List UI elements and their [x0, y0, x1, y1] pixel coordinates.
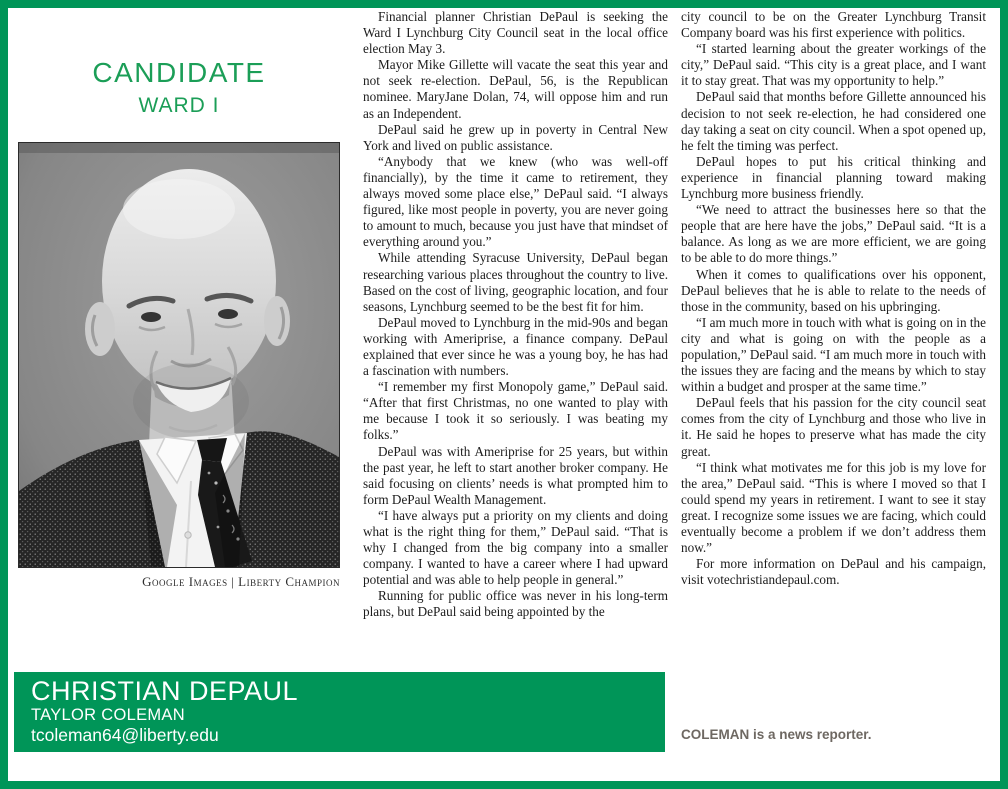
paragraph: DePaul hopes to put his critical thinking and experience in financial planning toward making Lynchburg more business friendly. [681, 153, 986, 202]
paragraph: city council to be on the Greater Lynchburg Transit Company board was his first experience with politics. [681, 9, 986, 41]
reporter-email: tcoleman64@liberty.edu [31, 725, 219, 745]
photo-credit: Google Images | Liberty Champion [142, 574, 340, 589]
section-kicker: CANDIDATE [92, 57, 266, 88]
paragraph: “I am much more in touch with what is going on in the city and what is going on with the people as a population,” DePaul said. “I am much more in touch with the issues they are facing and the means by which to stay within a budget and prosper at the same time.” [681, 314, 986, 395]
reporter-note: COLEMAN is a news reporter. [681, 727, 872, 742]
paragraph: “I remember my first Monopoly game,” DePaul said. “After that first Christmas, no one wanted to play with me because I took it so seriously. I was beating my folks.” [363, 379, 668, 443]
paragraph: Running for public office was never in his long-term plans, but DePaul said being appointed by the [363, 588, 668, 620]
paragraph: “I started learning about the greater workings of the city,” DePaul said. “This city is a great place, and I want it to stay great. That was my opportunity to help.” [681, 41, 986, 89]
paragraph: DePaul said he grew up in poverty in Central New York and lived on public assistance. [363, 121, 668, 153]
paragraph: “Anybody that we knew (who was well-off financially), by the time it came to retirement, they always moved some place else,” DePaul said. “I always figured, like most people in poverty, you are never going to amount to much, because you just have that mindset of everything around you.” [363, 153, 668, 250]
paragraph: For more information on DePaul and his campaign, visit votechristiandepaul.com. [681, 556, 986, 588]
paragraph: DePaul moved to Lynchburg in the mid-90s and began working with Ameriprise, a finance company. DePaul explained that ever since he was a young boy, he has had a fascination with numbers. [363, 314, 668, 379]
candidate-name: CHRISTIAN DEPAUL [31, 676, 299, 706]
paragraph: “I have always put a priority on my clients and doing what is the right thing for them,” DePaul said. “That is why I changed from the big company into a smaller company. I wanted to have a career where I had upward potential and was able to help people in general.” [363, 507, 668, 588]
article-column-2 [681, 9, 986, 588]
candidate-portrait-photo [18, 142, 340, 568]
article-column-1 [363, 9, 668, 621]
byline-banner [14, 672, 665, 752]
paragraph: “We need to attract the businesses here so that the people that are here have the jobs,” DePaul said. “It is a balance. As long as we are more efficient, we are going to be able to do more things.” [681, 202, 986, 266]
reporter-name: TAYLOR COLEMAN [31, 706, 185, 724]
paragraph: DePaul feels that his passion for the city council seat comes from the city of Lynchburg and those who live in it. He said he hopes to preserve what has made the city great. [681, 395, 986, 459]
paragraph: Mayor Mike Gillette will vacate the seat this year and not seek re-election. DePaul, 56, is the Republican nominee. MaryJane Dolan, 74, will oppose him and run as an Independent. [363, 57, 668, 121]
paragraph: DePaul was with Ameriprise for 25 years, but within the past year, he left to start another broker company. He said focusing on clients’ needs is what prompted him to form DePaul Wealth Management. [363, 443, 668, 507]
ward-label: WARD I [138, 94, 220, 117]
paragraph: While attending Syracuse University, DePaul began researching various places throughout the country to live. Based on the cost of living, geographic location, and four seasons, Lynchburg seemed to be the best fit for him. [363, 250, 668, 314]
paragraph: “I think what motivates me for this job is my love for the area,” DePaul said. “This is where I moved so that I could spend my years in retirement. I want to see it stay great. I recognize some issues we are facing, which could eventually become a problem if we don’t address them now.” [681, 459, 986, 556]
portrait-illustration [19, 143, 339, 567]
paragraph: DePaul said that months before Gillette announced his decision to not seek re-election, he had considered one day taking a seat on city council. When a spot opened up, he felt the timing was perfect. [681, 89, 986, 153]
paragraph: Financial planner Christian DePaul is seeking the Ward I Lynchburg City Council seat in the local office election May 3. [363, 9, 668, 57]
paragraph: When it comes to qualifications over his opponent, DePaul believes that he is able to relate to the needs of those in the community, based on his upbringing. [681, 266, 986, 314]
